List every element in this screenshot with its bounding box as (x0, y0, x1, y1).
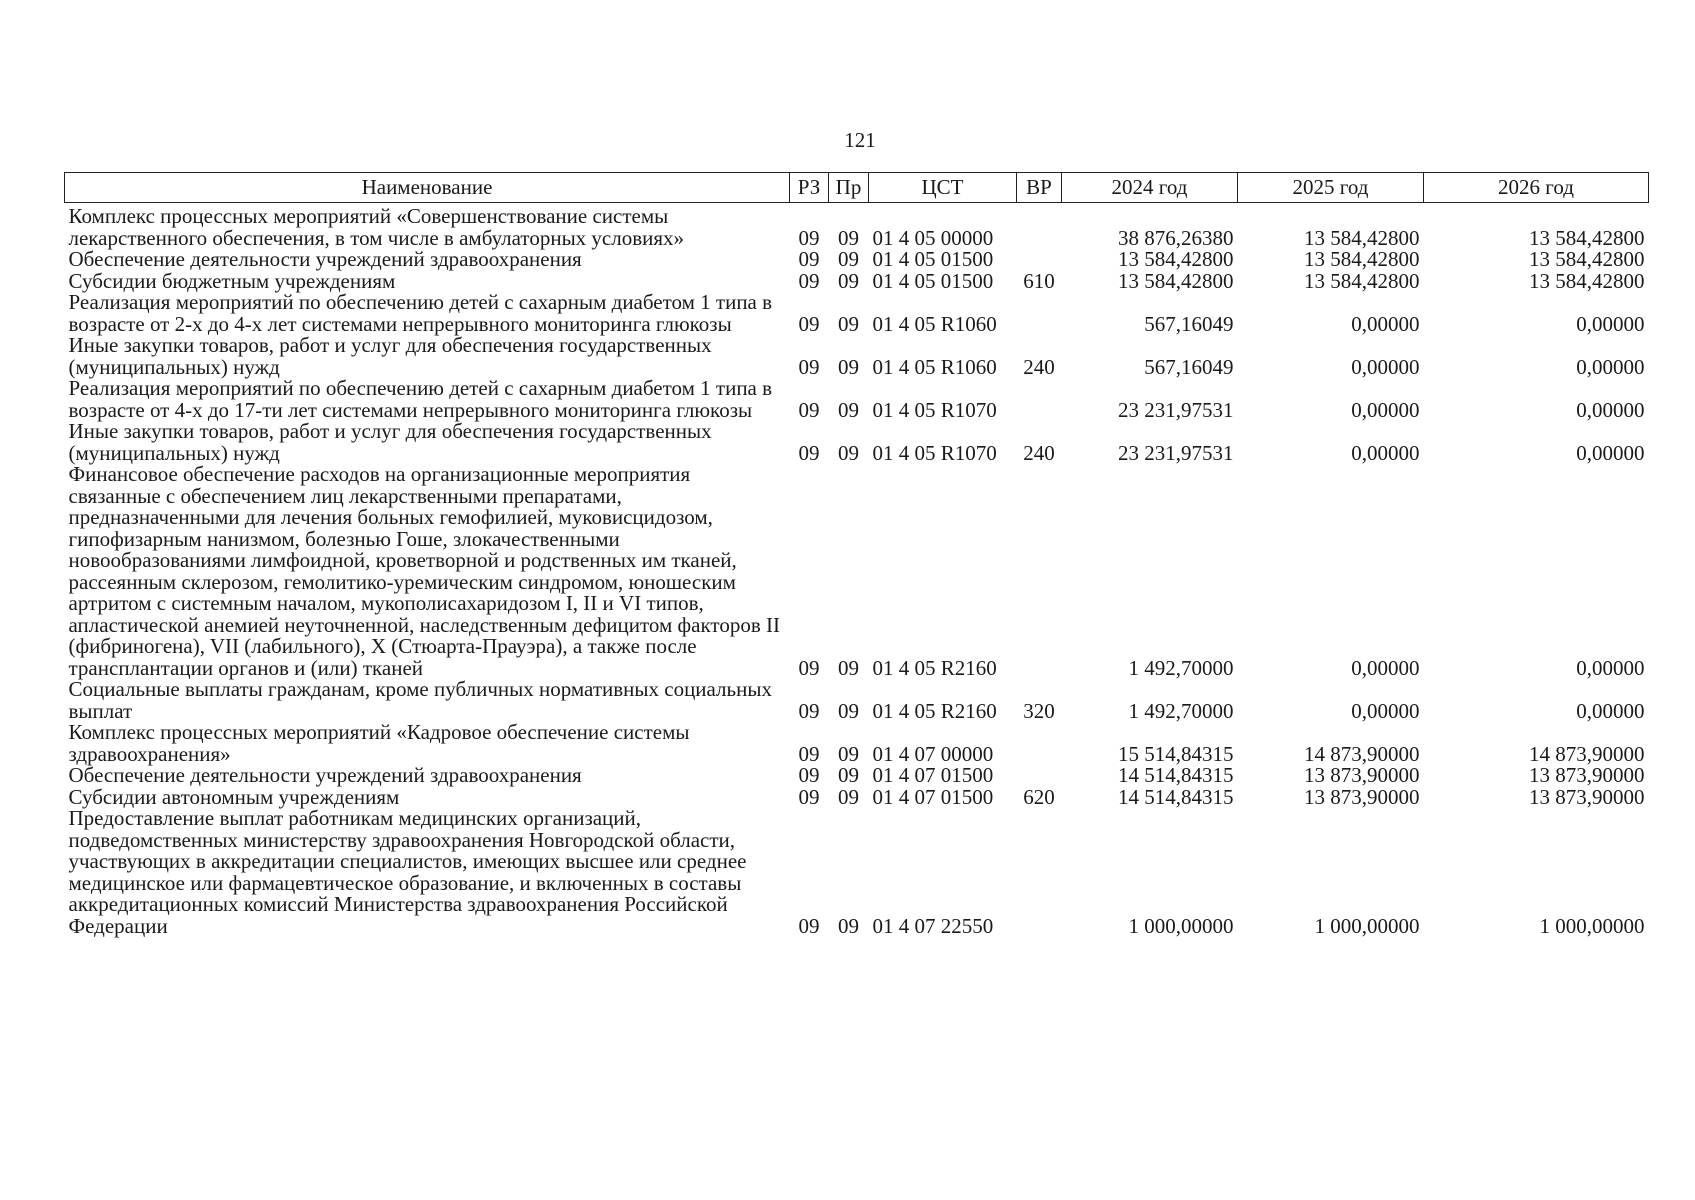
cell-rz: 09 (798, 440, 820, 465)
cell-cst: 01 4 07 01500 (872, 784, 994, 809)
cell-vr (1017, 378, 1062, 421)
cell-vr (1017, 249, 1062, 271)
cell-y2025: 14 873,90000 (1304, 741, 1420, 766)
cell-y2024: 38 876,26380 (1118, 225, 1234, 250)
cell-y2026: 0,00000 (1576, 698, 1645, 723)
cell-name: Комплекс процессных мероприятий «Совершенствование системы лекарственного обеспечения, в том числе в амбулаторных условиях» (68, 204, 685, 250)
cell-rz: 09 (798, 268, 820, 293)
cell-cst: 01 4 05 R2160 (872, 655, 997, 680)
table-row (65, 203, 1649, 250)
table-body (65, 203, 1649, 938)
cell-y2024: 1 492,70000 (1128, 698, 1234, 723)
cell-y2026: 0,00000 (1576, 354, 1645, 379)
cell-y2025: 13 873,90000 (1304, 763, 1420, 787)
cell-name: Предоставление выплат работникам медицинских организаций, подведомственных министерству здравоохранения Новгородской области, участвующих в аккредитации специалистов, имеющих высшее или среднее медицинское или фармацевтическое образование, и включенных в составы аккредитационных комиссий Министерства здравоохранения Российской Федерации (68, 806, 747, 938)
cell-y2026: 0,00000 (1576, 655, 1645, 680)
cell-rz: 09 (798, 225, 820, 250)
cell-vr (1017, 203, 1062, 250)
cell-pr: 09 (838, 913, 859, 938)
cell-y2026: 13 584,42800 (1529, 225, 1645, 250)
cell-y2024: 23 231,97531 (1118, 397, 1234, 422)
cell-y2025: 13 873,90000 (1304, 784, 1420, 809)
cell-pr: 09 (838, 247, 859, 271)
cell-rz: 09 (798, 247, 820, 271)
cell-vr (1017, 464, 1062, 679)
table-row (65, 464, 1649, 679)
cell-y2025: 13 584,42800 (1304, 225, 1420, 250)
cell-y2025: 0,00000 (1351, 655, 1420, 680)
cell-y2026: 0,00000 (1576, 397, 1645, 422)
header-2026: 2026 год (1424, 173, 1649, 203)
table-row (65, 249, 1649, 271)
cell-y2025: 0,00000 (1351, 397, 1420, 422)
cell-cst: 01 4 05 R1070 (872, 440, 997, 465)
cell-name: Субсидии бюджетным учреждениям (68, 268, 396, 293)
cell-y2025: 0,00000 (1351, 311, 1420, 336)
cell-y2026: 13 873,90000 (1529, 763, 1645, 787)
cell-rz: 09 (798, 698, 820, 723)
cell-pr: 09 (838, 311, 859, 336)
cell-y2026: 13 584,42800 (1529, 268, 1645, 293)
cell-y2024: 15 514,84315 (1118, 741, 1234, 766)
cell-y2024: 567,16049 (1144, 311, 1234, 336)
cell-y2025: 1 000,00000 (1314, 913, 1420, 938)
header-pr: Пр (829, 173, 869, 203)
cell-y2026: 1 000,00000 (1539, 913, 1645, 938)
cell-cst: 01 4 07 00000 (872, 741, 994, 766)
cell-pr: 09 (838, 698, 859, 723)
cell-name: Обеспечение деятельности учреждений здравоохранения (68, 247, 582, 271)
table-header-row (65, 173, 1649, 203)
page-number: 121 (844, 128, 876, 152)
cell-rz: 09 (798, 354, 820, 379)
cell-y2025: 13 584,42800 (1304, 247, 1420, 271)
cell-name: Иные закупки товаров, работ и услуг для обеспечения государственных (муниципальных) нужд (68, 419, 712, 465)
cell-cst: 01 4 05 R1060 (872, 311, 997, 336)
cell-name: Социальные выплаты гражданам, кроме публичных нормативных социальных выплат (68, 677, 772, 723)
cell-pr: 09 (838, 655, 859, 680)
table-row (65, 271, 1649, 293)
cell-pr: 09 (838, 354, 859, 379)
cell-vr: 240 (1023, 354, 1055, 379)
cell-pr: 09 (838, 741, 859, 766)
cell-pr: 09 (838, 440, 859, 465)
cell-cst: 01 4 07 01500 (872, 763, 994, 787)
budget-table (64, 172, 1649, 937)
cell-cst: 01 4 05 01500 (872, 268, 994, 293)
cell-cst: 01 4 05 00000 (872, 225, 994, 250)
cell-rz: 09 (798, 763, 820, 787)
cell-pr: 09 (838, 225, 859, 250)
cell-y2024: 1 492,70000 (1128, 655, 1234, 680)
cell-rz: 09 (798, 784, 820, 809)
cell-y2026: 14 873,90000 (1529, 741, 1645, 766)
cell-y2025: 13 584,42800 (1304, 268, 1420, 293)
cell-vr (1017, 765, 1062, 787)
table-row (65, 421, 1649, 464)
cell-y2025: 0,00000 (1351, 698, 1420, 723)
cell-y2024: 14 514,84315 (1118, 763, 1234, 787)
cell-name: Финансовое обеспечение расходов на организационные мероприятия связанные с обеспечением лиц лекарственными препаратами, предназначенными для лечения больных гемофилией, муковисцидозом, гипофизарным нанизмом, болезнью Гоше, злокачественными новообразованиями лимфоидной, кроветворной и родственных им тканей, рассеянным склерозом, гемолитико-уремическим синдромом, юношеским артритом с системным началом, мукополисахаридозом I, II и VI типов, апластической анемией неуточненной, наследственным дефицитом факторов II (фибриногена), VII (лабильного), X (Стюарта-Прауэра), а также после трансплантации органов и (или) тканей (68, 462, 780, 680)
table-row (65, 808, 1649, 937)
cell-vr (1017, 292, 1062, 335)
cell-y2026: 13 873,90000 (1529, 784, 1645, 809)
cell-vr: 610 (1023, 268, 1055, 293)
cell-cst: 01 4 05 R1070 (872, 397, 997, 422)
cell-cst: 01 4 07 22550 (872, 913, 994, 938)
cell-cst: 01 4 05 01500 (872, 247, 994, 271)
cell-y2024: 14 514,84315 (1118, 784, 1234, 809)
cell-name: Иные закупки товаров, работ и услуг для обеспечения государственных (муниципальных) нужд (68, 333, 712, 379)
cell-y2024: 23 231,97531 (1118, 440, 1234, 465)
cell-y2024: 13 584,42800 (1118, 247, 1234, 271)
cell-y2025: 0,00000 (1351, 354, 1420, 379)
cell-pr: 09 (838, 397, 859, 422)
cell-name: Обеспечение деятельности учреждений здравоохранения (68, 763, 582, 787)
cell-vr: 240 (1023, 440, 1055, 465)
table-row (65, 787, 1649, 809)
header-vr: ВР (1017, 173, 1062, 203)
cell-y2024: 567,16049 (1144, 354, 1234, 379)
cell-pr: 09 (838, 268, 859, 293)
cell-name: Комплекс процессных мероприятий «Кадровое обеспечение системы здравоохранения» (68, 720, 690, 766)
cell-y2024: 1 000,00000 (1128, 913, 1234, 938)
table-row (65, 378, 1649, 421)
cell-y2024: 13 584,42800 (1118, 268, 1234, 293)
cell-rz: 09 (798, 913, 820, 938)
table-row (65, 722, 1649, 765)
cell-pr: 09 (838, 784, 859, 809)
cell-vr: 620 (1023, 784, 1055, 809)
cell-name: Реализация мероприятий по обеспечению детей с сахарным диабетом 1 типа в возрасте от 4-х до 17-ти лет системами непрерывного мониторинга глюкозы (68, 376, 773, 422)
cell-pr: 09 (838, 763, 859, 787)
cell-rz: 09 (798, 311, 820, 336)
header-cst: ЦСТ (869, 173, 1017, 203)
header-name: Наименование (65, 173, 790, 203)
cell-name: Субсидии автономным учреждениям (68, 784, 400, 809)
cell-y2025: 0,00000 (1351, 440, 1420, 465)
cell-y2026: 0,00000 (1576, 440, 1645, 465)
cell-rz: 09 (798, 397, 820, 422)
cell-cst: 01 4 05 R2160 (872, 698, 997, 723)
cell-vr (1017, 722, 1062, 765)
cell-vr (1017, 808, 1062, 937)
cell-rz: 09 (798, 655, 820, 680)
header-2024: 2024 год (1062, 173, 1238, 203)
table-row (65, 335, 1649, 378)
cell-cst: 01 4 05 R1060 (872, 354, 997, 379)
table-row (65, 679, 1649, 722)
cell-name: Реализация мероприятий по обеспечению детей с сахарным диабетом 1 типа в возрасте от 2-х до 4-х лет системами непрерывного мониторинга глюкозы (68, 290, 773, 336)
table-row (65, 765, 1649, 787)
cell-vr: 320 (1023, 698, 1055, 723)
header-2025: 2025 год (1238, 173, 1424, 203)
cell-rz: 09 (798, 741, 820, 766)
table-row (65, 292, 1649, 335)
cell-y2026: 13 584,42800 (1529, 247, 1645, 271)
header-rz: РЗ (790, 173, 829, 203)
cell-y2026: 0,00000 (1576, 311, 1645, 336)
